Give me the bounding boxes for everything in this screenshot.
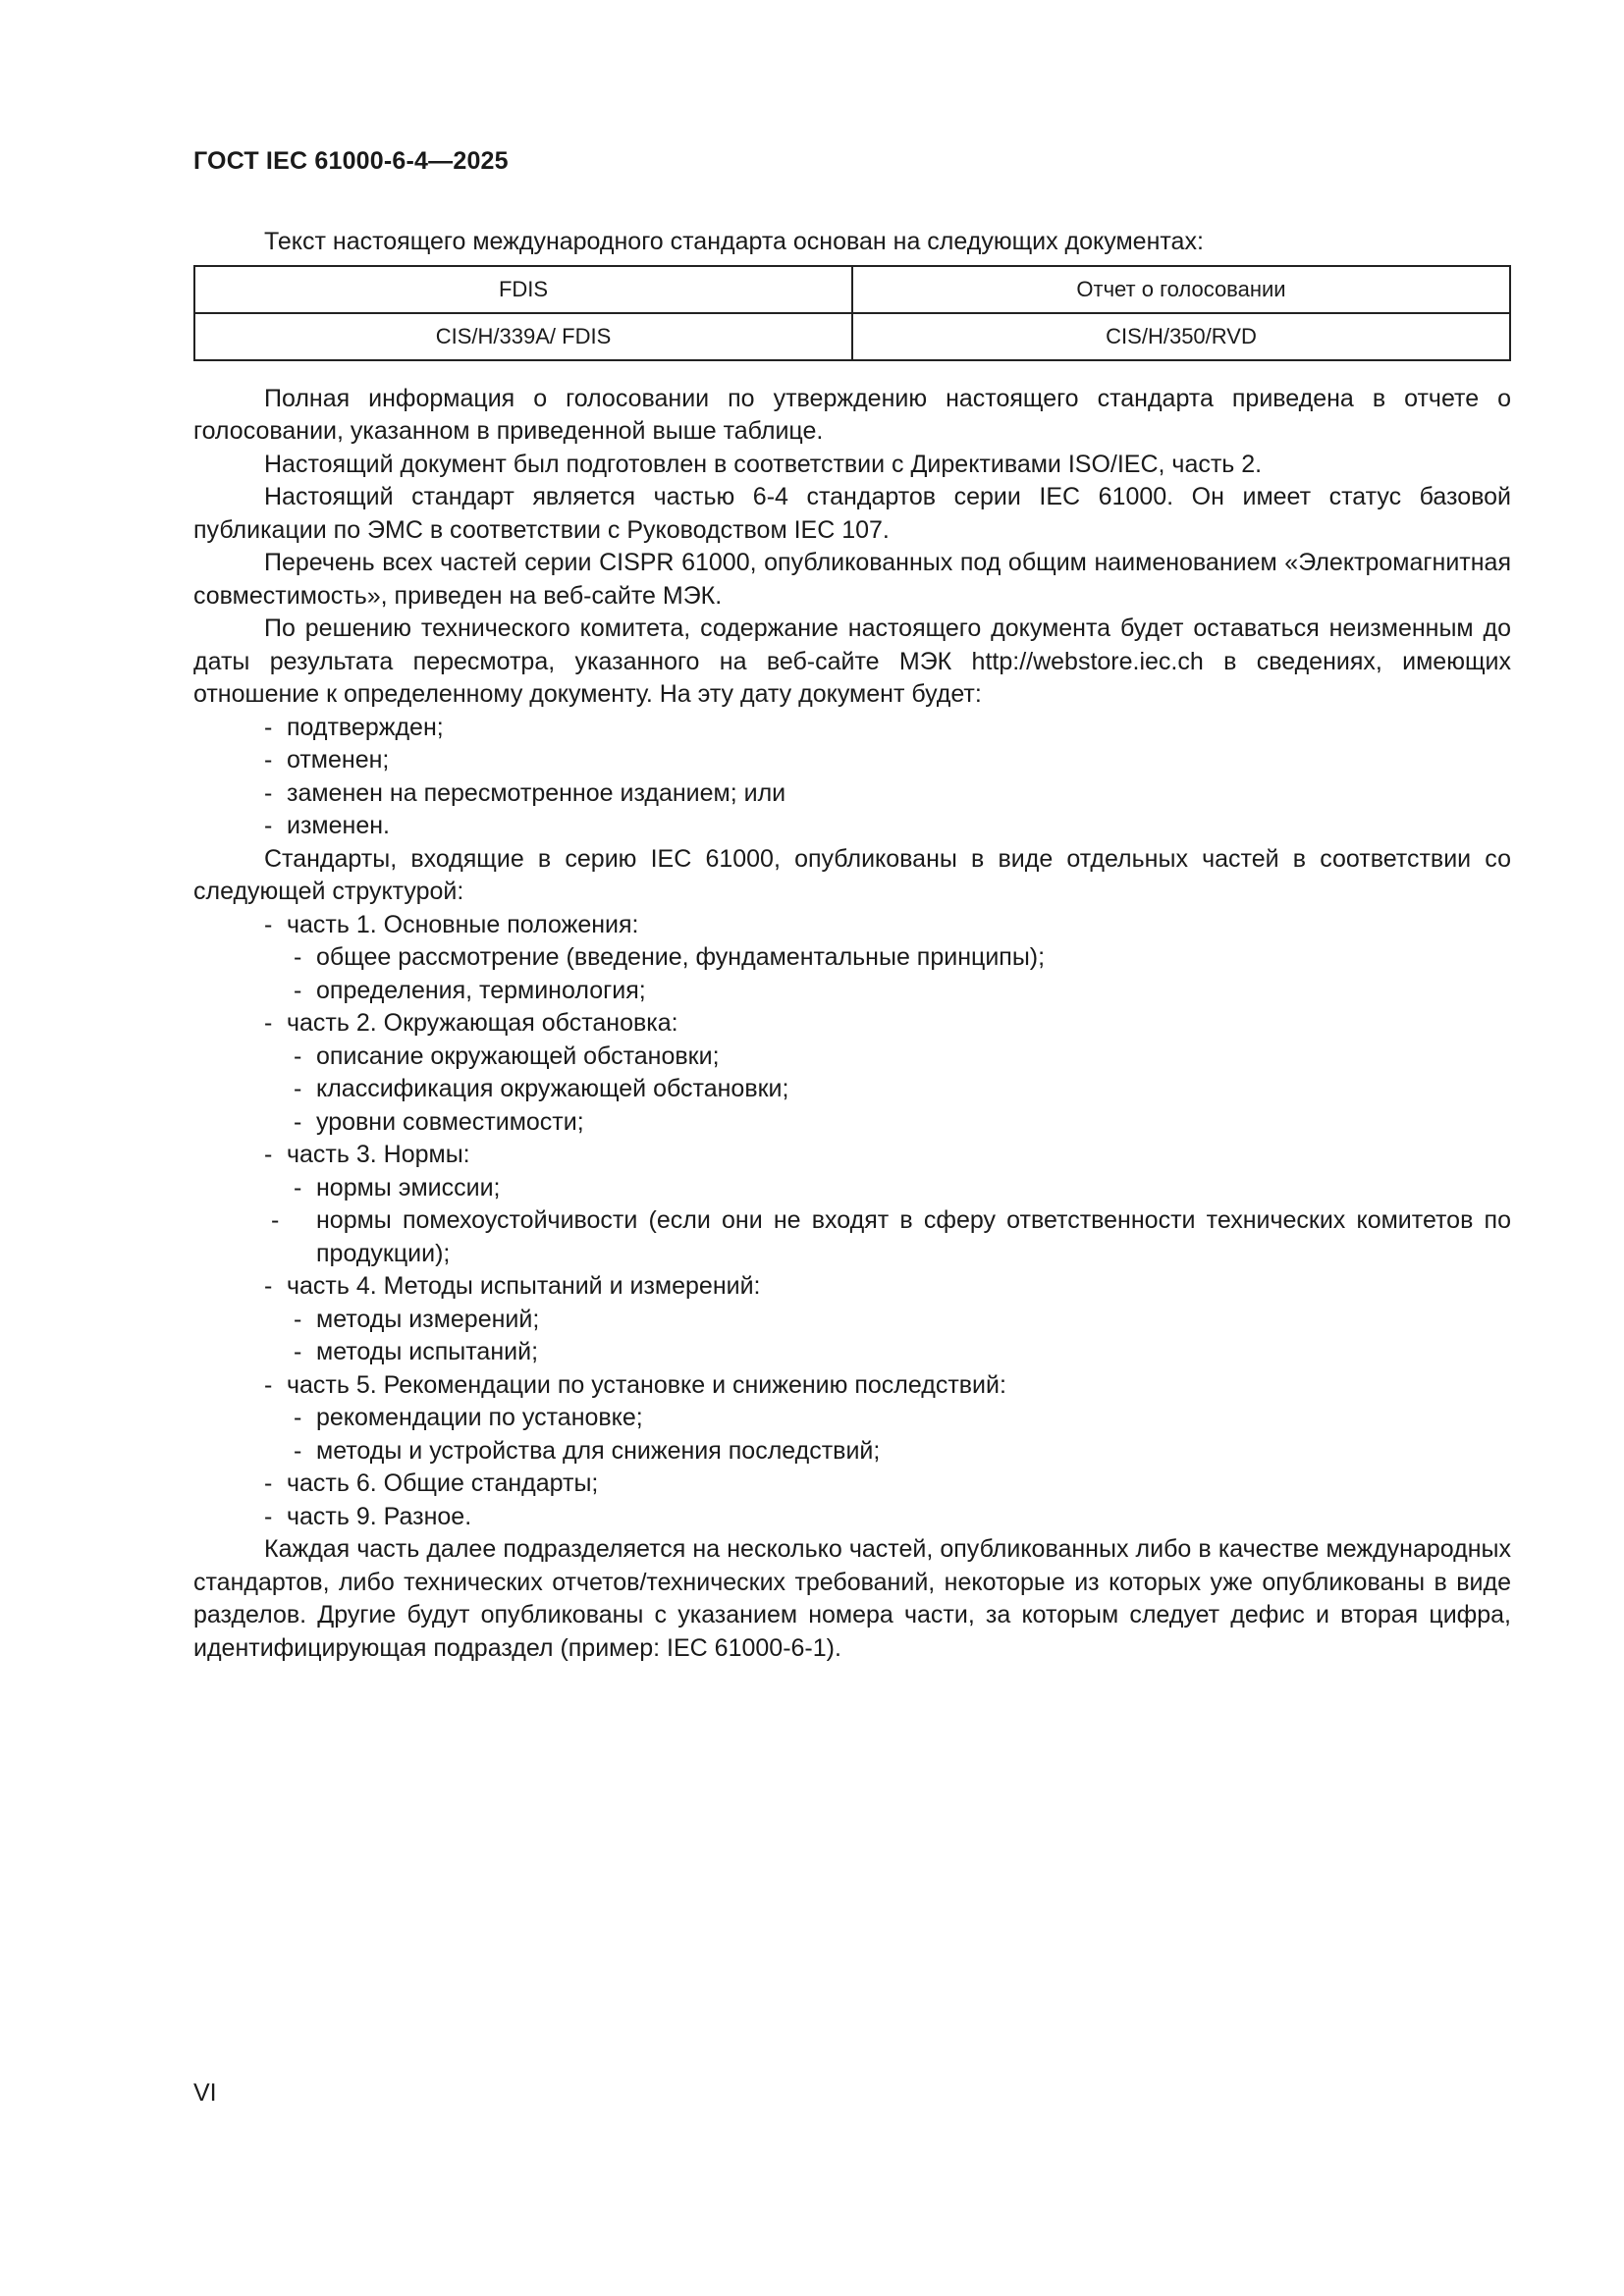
list-dash: - xyxy=(294,1436,302,1465)
list-dash: - xyxy=(294,1107,302,1136)
structure-part-1 xyxy=(193,909,1511,942)
list-dash: - xyxy=(264,746,273,774)
part-title: часть 5. Рекомендации по установке и снижению последствий: xyxy=(287,1370,1006,1399)
list-item xyxy=(193,1304,1511,1337)
intro-text: Текст настоящего международного стандарта основан на следующих документах: xyxy=(264,228,1204,255)
list-item-text: подтвержден; xyxy=(287,713,444,741)
part-title: часть 9. Разное. xyxy=(287,1502,472,1530)
list-item-text: классификация окружающей обстановки; xyxy=(316,1075,789,1102)
list-item-text: уровни совместимости; xyxy=(316,1107,584,1136)
list-item xyxy=(193,1336,1511,1369)
list-item-text: отменен; xyxy=(287,746,390,774)
paragraph-basic-publication: Настоящий стандарт является частью 6-4 стандартов серии IEC 61000. Он имеет статус базовой публикации по ЭМС в соответствии с Руководством IEC 107. xyxy=(193,483,1511,544)
list-dash: - xyxy=(294,1075,302,1102)
list-dash: - xyxy=(264,1272,273,1300)
list-dash: - xyxy=(264,1370,273,1399)
table-row xyxy=(194,313,1510,360)
paragraph-structure: Стандарты, входящие в серию IEC 61000, опубликованы в виде отдельных частей в соответствии со следующей структурой: xyxy=(193,844,1511,905)
list-dash: - xyxy=(271,1206,280,1234)
table-header-fdis: FDIS xyxy=(194,266,852,313)
part-title: часть 2. Окружающая обстановка: xyxy=(287,1009,678,1037)
list-dash: - xyxy=(264,1502,273,1530)
list-dash: - xyxy=(294,1338,302,1365)
list-item xyxy=(193,744,1511,777)
list-item-text: описание окружающей обстановки; xyxy=(316,1041,720,1070)
list-item-text: методы измерений; xyxy=(316,1305,540,1333)
table-header-voting-report: Отчет о голосовании xyxy=(852,266,1510,313)
list-item-text: методы и устройства для снижения последствий; xyxy=(316,1436,881,1465)
table-cell-rvd: CIS/H/350/RVD xyxy=(852,313,1510,360)
list-item xyxy=(193,712,1511,745)
structure-part-9 xyxy=(193,1501,1511,1534)
table-cell-fdis: CIS/H/339A/ FDIS xyxy=(194,313,852,360)
part-title: часть 3. Нормы: xyxy=(287,1141,470,1168)
structure-part-4 xyxy=(193,1270,1511,1304)
list-dash: - xyxy=(264,1469,273,1497)
page-number: VI xyxy=(193,2079,217,2107)
list-item-text: общее рассмотрение (введение, фундаментальные принципы); xyxy=(316,943,1046,971)
list-dash: - xyxy=(264,1009,273,1037)
list-item-text: изменен. xyxy=(287,812,390,839)
list-item xyxy=(193,1204,1511,1270)
list-item xyxy=(193,777,1511,811)
list-dash: - xyxy=(294,976,302,1004)
list-dash: - xyxy=(294,1305,302,1333)
list-item xyxy=(193,1073,1511,1106)
documents-table xyxy=(193,265,1511,361)
list-dash: - xyxy=(264,713,273,741)
structure-part-3 xyxy=(193,1139,1511,1172)
list-item xyxy=(193,1106,1511,1140)
list-dash: - xyxy=(264,812,273,839)
structure-part-5 xyxy=(193,1369,1511,1403)
list-item-text: заменен на пересмотренное изданием; или xyxy=(287,778,786,807)
list-item-text: рекомендации по установке; xyxy=(316,1404,643,1431)
list-item xyxy=(193,1435,1511,1468)
structure-part-6 xyxy=(193,1468,1511,1501)
list-item-text: определения, терминология; xyxy=(316,976,646,1004)
structure-part-2 xyxy=(193,1007,1511,1041)
list-item xyxy=(193,975,1511,1008)
paragraph-parts-list: Перечень всех частей серии CISPR 61000, опубликованных под общим наименованием «Электромагнитная совместимость», приведен на веб-сайте МЭК. xyxy=(193,549,1511,610)
part-title: часть 6. Общие стандарты; xyxy=(287,1469,599,1497)
list-item xyxy=(193,1041,1511,1074)
paragraph-voting-info: Полная информация о голосовании по утверждению настоящего стандарта приведена в отчете о голосовании, указанном в приведенной выше таблице. xyxy=(193,384,1511,445)
part-title: часть 4. Методы испытаний и измерений: xyxy=(287,1272,761,1300)
list-item-text: нормы эмиссии; xyxy=(316,1173,501,1201)
list-item xyxy=(193,1172,1511,1205)
list-item-text: нормы помехоустойчивости (если они не входят в сферу ответственности технических комитетов по продукции); xyxy=(316,1206,1511,1267)
paragraph-subdivision: Каждая часть далее подразделяется на несколько частей, опубликованных либо в качестве международных стандартов, либо технических отчетов/технических требований, некоторые из которых уже опубликованы в виде разделов. Другие будут опубликованы с указанием номера части, за которым следует дефис и вторая цифра, идентифицирующая подраздел (пример: IEC 61000-6-1). xyxy=(193,1535,1511,1662)
list-dash: - xyxy=(294,1404,302,1431)
list-item-text: методы испытаний; xyxy=(316,1338,539,1365)
list-item xyxy=(193,810,1511,843)
list-item xyxy=(193,941,1511,975)
list-dash: - xyxy=(264,1141,273,1168)
list-dash: - xyxy=(294,1041,302,1070)
list-dash: - xyxy=(264,778,273,807)
list-dash: - xyxy=(264,910,273,938)
list-item xyxy=(193,1402,1511,1435)
paragraph-directives: Настоящий документ был подготовлен в соответствии с Директивами ISO/IEC, часть 2. xyxy=(264,450,1263,478)
part-title: часть 1. Основные положения: xyxy=(287,910,639,938)
table-header-row xyxy=(194,266,1510,313)
document-body xyxy=(193,226,1511,1665)
list-dash: - xyxy=(294,943,302,971)
document-header: ГОСТ IEC 61000-6-4—2025 xyxy=(193,147,509,175)
list-dash: - xyxy=(294,1173,302,1201)
paragraph-stability: По решению технического комитета, содержание настоящего документа будет оставаться неизменным до даты результата пересмотра, указанного на веб-сайте МЭК http://webstore.iec.ch в сведениях, имеющих отношение к определенному документу. На эту дату документ будет: xyxy=(193,614,1511,708)
